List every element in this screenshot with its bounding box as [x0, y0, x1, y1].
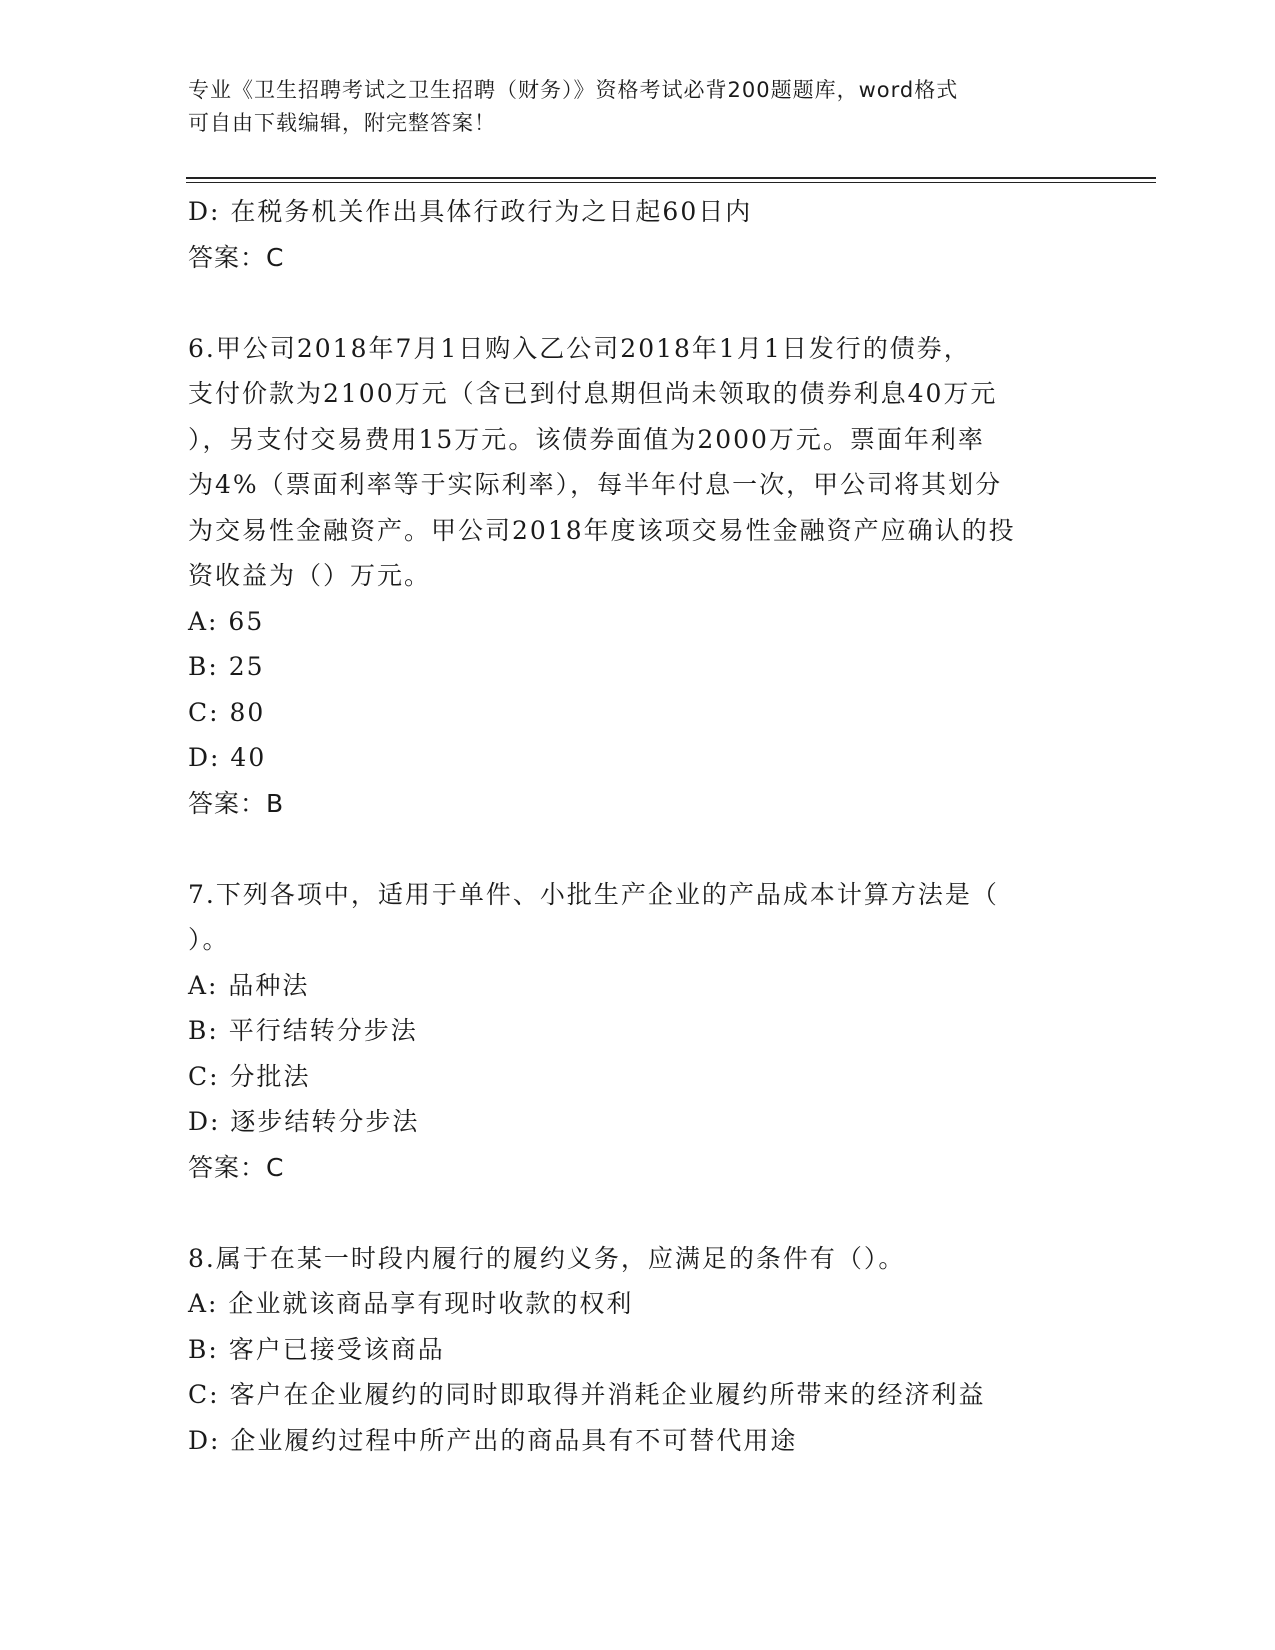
option-b: B: 平行结转分步法	[188, 1016, 418, 1045]
option-d: D: 40	[188, 743, 267, 772]
option-d: D: 在税务机关作出具体行政行为之日起60日内	[188, 197, 753, 226]
question-stem-line: 支付价款为2100万元（含已到付息期但尚未领取的债券利息40万元	[188, 379, 998, 408]
spacer	[188, 1190, 1088, 1236]
option-d: D: 逐步结转分步法	[188, 1107, 420, 1136]
question-stem-line: 资收益为（）万元。	[188, 561, 432, 590]
option-b: B: 25	[188, 652, 265, 681]
option-b: B: 客户已接受该商品	[188, 1334, 445, 1364]
question-stem-line: ），另支付交易费用15万元。该债券面值为2000万元。票面年利率	[188, 424, 985, 454]
option-a: A: 企业就该商品享有现时收款的权利	[188, 1289, 634, 1318]
question-7	[188, 872, 1088, 1191]
question-stem-line: 8.属于在某一时段内履行的履约义务，应满足的条件有（）。	[188, 1243, 906, 1273]
question-stem-line: 为4%（票面利率等于实际利率），每半年付息一次，甲公司将其划分	[188, 470, 1003, 499]
question-stem-line: 为交易性金融资产。甲公司2018年度该项交易性金融资产应确认的投	[188, 515, 1016, 545]
option-c: C: 80	[188, 697, 266, 727]
spacer	[188, 280, 1088, 326]
answer-line: 答案：C	[188, 1152, 285, 1182]
question-6	[188, 326, 1088, 827]
question-stem-line: 7.下列各项中，适用于单件、小批生产企业的产品成本计算方法是（	[188, 879, 999, 909]
answer-line: 答案：B	[188, 788, 285, 818]
option-a: A: 品种法	[188, 970, 310, 1000]
document-body	[188, 189, 1088, 1463]
option-c: C: 客户在企业履约的同时即取得并消耗企业履约所带来的经济利益	[188, 1380, 986, 1409]
prev-question	[188, 189, 1088, 280]
option-c: C: 分批法	[188, 1061, 311, 1091]
question-stem-line: ）。	[188, 925, 230, 954]
header-line-2: 可自由下载编辑，附完整答案！	[188, 111, 496, 135]
header-rule-thin	[186, 182, 1156, 183]
answer-line: 答案：C	[188, 242, 285, 272]
option-d: D: 企业履约过程中所产出的商品具有不可替代用途	[188, 1425, 798, 1455]
option-a: A: 65	[188, 606, 265, 636]
question-8	[188, 1236, 1088, 1464]
header-rule-thick	[186, 177, 1156, 179]
spacer	[188, 826, 1088, 872]
question-stem-line: 6.甲公司2018年7月1日购入乙公司2018年1月1日发行的债券，	[188, 333, 971, 363]
header-line-1: 专业《卫生招聘考试之卫生招聘（财务）》资格考试必背200题题库，word格式	[188, 78, 959, 102]
document-header	[188, 74, 1068, 140]
